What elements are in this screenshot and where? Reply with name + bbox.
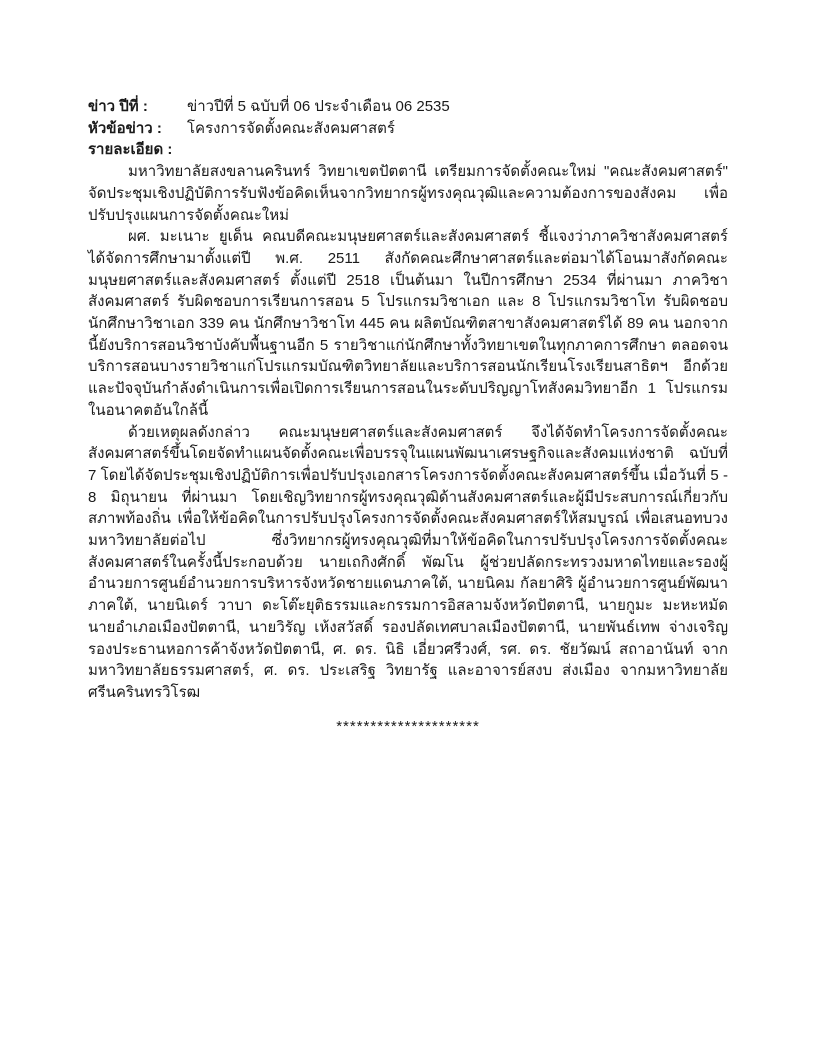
- news-title-value: โครงการจัดตั้งคณะสังคมศาสตร์: [187, 119, 395, 137]
- news-title-label: หัวข้อข่าว :: [88, 119, 162, 137]
- paragraph-project: ด้วยเหตุผลดังกล่าว คณะมนุษยศาสตร์และสังคมศาสตร์ จึงได้จัดทำโครงการจัดตั้งคณะสังคมศาสตร์ขึ้นโดยจัดทำแผนจัดตั้งคณะเพื่อบรรจุในแผนพัฒนาเศรษฐกิจและสังคมแห่งชาติ ฉบับที่ 7 โดยได้จัดประชุมเชิงปฏิบัติการเพื่อปรับปรุงเอกสารโครงการจัดตั้งคณะสังคมศาสตร์ขึ้น เมื่อวันที่ 5 - 8 มิถุนายน ที่ผ่านมา โดยเชิญวิทยากรผู้ทรงคุณวุฒิด้านสังคมศาสตร์และผู้มีประสบการณ์เกี่ยวกับสภาพท้องถิ่น เพื่อให้ข้อคิดในการปรับปรุงโครงการจัดตั้งคณะสังคมศาสตร์ให้สมบูรณ์ เพื่อเสนอทบวงมหาวิทยาลัยต่อไป ซึ่งวิทยากรผู้ทรงคุณวุฒิที่มาให้ข้อคิดในการปรับปรุงโครงการจัดตั้งคณะสังคมศาสตร์ในครั้งนี้ประกอบด้วย นายเถกิงศักดิ์ พัฒโน ผู้ช่วยปลัดกระทรวงมหาดไทยและรองผู้อำนวยการศูนย์อำนวยการบริหารจังหวัดชายแดนภาคใต้, นายนิคม กัลยาศิริ ผู้อำนวยการศูนย์พัฒนาภาคใต้, นายนิเดร์ วาบา ดะโต๊ะยุติธรรมและกรรมการอิสลามจังหวัดปัตตานี, นายกูมะ มะหะหมัด นายอำเภอเมืองปัตตานี, นายวิรัญ เห้งสวัสดิ์ รองปลัดเทศบาลเมืองปัตตานี, นายพันธ์เทพ จ่างเจริญรองประธานหอการค้าจังหวัดปัตตานี, ศ. ดร. นิธิ เอี่ยวศรีวงศ์, รศ. ดร. ชัยวัฒน์ สถาอานันท์ จากมหาวิทยาลัยธรรมศาสตร์, ศ. ดร. ประเสริฐ วิทยารัฐ และอาจารย์สงบ ส่งเมือง จากมหาวิทยาลัยศรีนครินทรวิโรฒ: [88, 423, 728, 701]
- document-content: [88, 96, 728, 737]
- paragraph-intro: มหาวิทยาลัยสงขลานครินทร์ วิทยาเขตปัตตานี เตรียมการจัดตั้งคณะใหม่ "คณะสังคมศาสตร์" จัดประชุมเชิงปฏิบัติการรับฟังข้อคิดเห็นจากวิทยากรผู้ทรงคุณวุฒิและความต้องการของสังคม เพื่อปรับปรุงแผนการจัดตั้งคณะใหม่: [88, 163, 728, 224]
- news-year-row: [88, 96, 728, 118]
- news-detail-label: รายละเอียด :: [88, 141, 173, 159]
- paragraph-history: ผศ. มะเนาะ ยูเด็น คณบดีคณะมนุษยศาสตร์และสังคมศาสตร์ ชี้แจงว่าภาควิชาสังคมศาสตร์ ได้จัดการศึกษามาตั้งแต่ปี พ.ศ. 2511 สังกัดคณะศึกษาศาสตร์และต่อมาได้โอนมาสังกัดคณะมนุษยศาสตร์และสังคมศาสตร์ ตั้งแต่ปี 2518 เป็นต้นมา ในปีการศึกษา 2534 ที่ผ่านมา ภาควิชาสังคมศาสตร์ รับผิดชอบการเรียนการสอน 5 โปรแกรมวิชาเอก และ 8 โปรแกรมวิชาโท รับผิดชอบนักศึกษาวิชาเอก 339 คน นักศึกษาวิชาโท 445 คน ผลิตบัณฑิตสาขาสังคมศาสตร์ได้ 89 คน นอกจากนี้ยังบริการสอนวิชาบังคับพื้นฐานอีก 5 รายวิชาแก่นักศึกษาทั้งวิทยาเขตในทุกภาคการศึกษา ตลอดจนบริการสอนบางรายวิชาแก่โปรแกรมบัณฑิตวิทยาลัยและบริการสอนนักเรียนโรงเรียนสาธิตฯ อีกด้วย และปัจจุบันกำลังดำเนินการเพื่อเปิดการเรียนการสอนในระดับปริญญาโทสังคมวิทยาอีก 1 โปรแกรม ในอนาคตอันใกล้นี้: [88, 228, 728, 419]
- news-detail-row: [88, 139, 728, 161]
- news-title-row: [88, 118, 728, 140]
- asterisk-separator: *********************: [336, 717, 480, 735]
- news-year-value: ข่าวปีที่ 5 ฉบับที่ 06 ประจำเดือน 06 2535: [187, 98, 450, 115]
- news-year-label: ข่าว ปีที่ :: [88, 98, 148, 115]
